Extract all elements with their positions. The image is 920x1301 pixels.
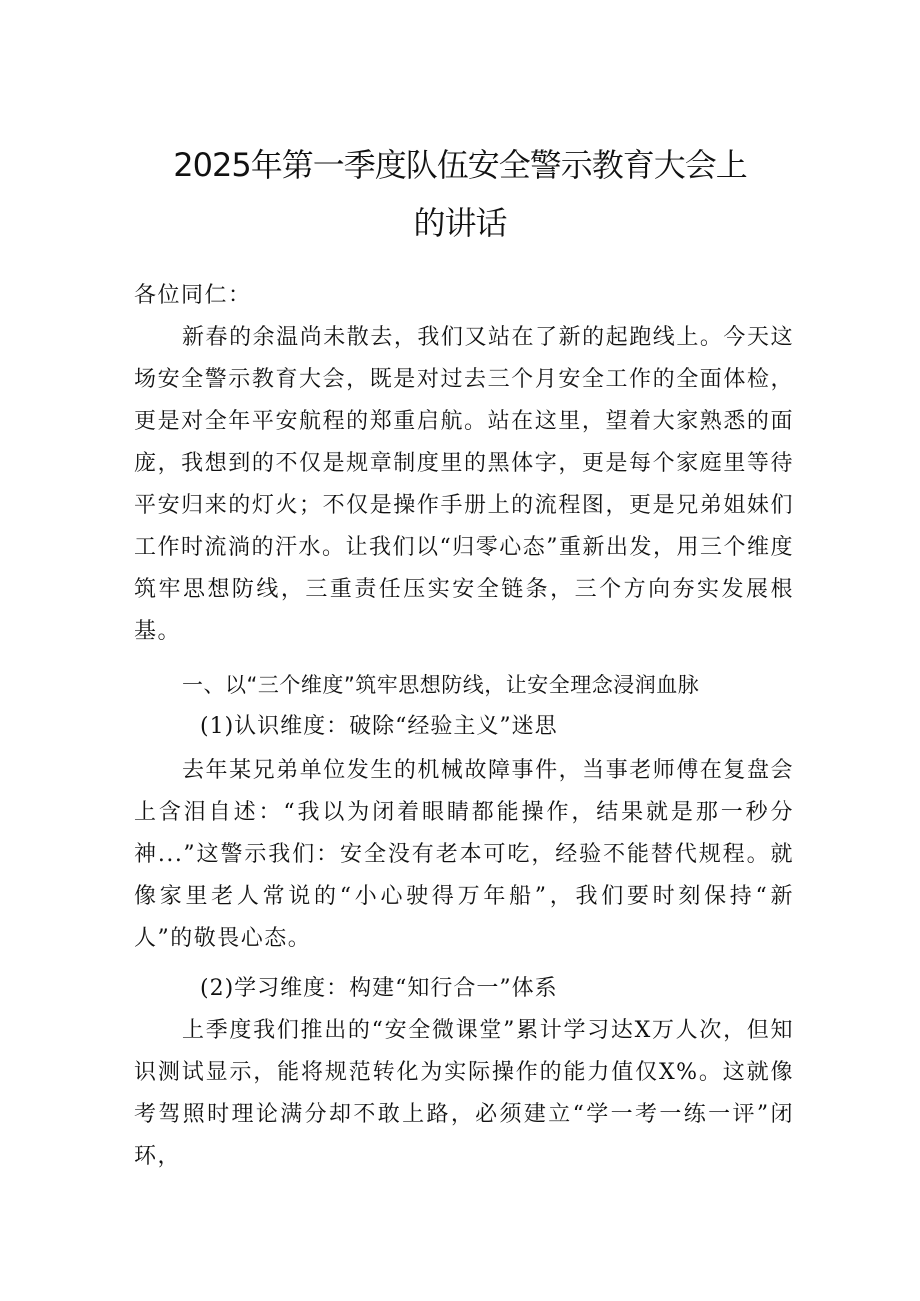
document-title-line-1: 2025年第一季度队伍安全警示教育大会上	[173, 146, 747, 184]
intro-paragraph: 新春的余温尚未散去，我们又站在了新的起跑线上。今天这场安全警示教育大会，既是对过去三个月安全工作的全面体检，更是对全年平安航程的郑重启航。站在这里，望着大家熟悉的面庞，我想到的不仅是规章制度里的黑体字，更是每个家庭里等待平安归来的灯火；不仅是操作手册上的流程图，更是兄弟姐妹们工作时流淌的汗水。让我们以“归零心态”重新出发，用三个维度筑牢思想防线，三重责任压实安全链条，三个方向夯实发展根基。	[134, 325, 794, 644]
document-title-line-2: 的讲话	[413, 204, 507, 242]
subsection-1-paragraph: 去年某兄弟单位发生的机械故障事件，当事老师傅在复盘会上含泪自述：“我以为闭着眼睛都能操作，结果就是那一秒分神...”这警示我们：安全没有老本可吃，经验不能替代规程。就像家里老人常说的“小心驶得万年船”，我们要时刻保持“新人”的敬畏心态。	[134, 758, 794, 951]
subsection-2-paragraph: 上季度我们推出的“安全微课堂”累计学习达X万人次，但知识测试显示，能将规范转化为实际操作的能力值仅X%。这就像考驾照时理论满分却不敢上路，必须建立“学一考一练一评”闭环，	[134, 1018, 794, 1169]
greeting: 各位同仁：	[134, 283, 252, 308]
section-1-heading: 一、以“三个维度”筑牢思想防线，让安全理念浸润血脉	[182, 673, 700, 697]
subsection-2-heading: (2)学习维度：构建“知行合一”体系	[200, 976, 558, 1001]
subsection-1-heading: (1)认识维度：破除“经验主义”迷思	[200, 714, 558, 739]
